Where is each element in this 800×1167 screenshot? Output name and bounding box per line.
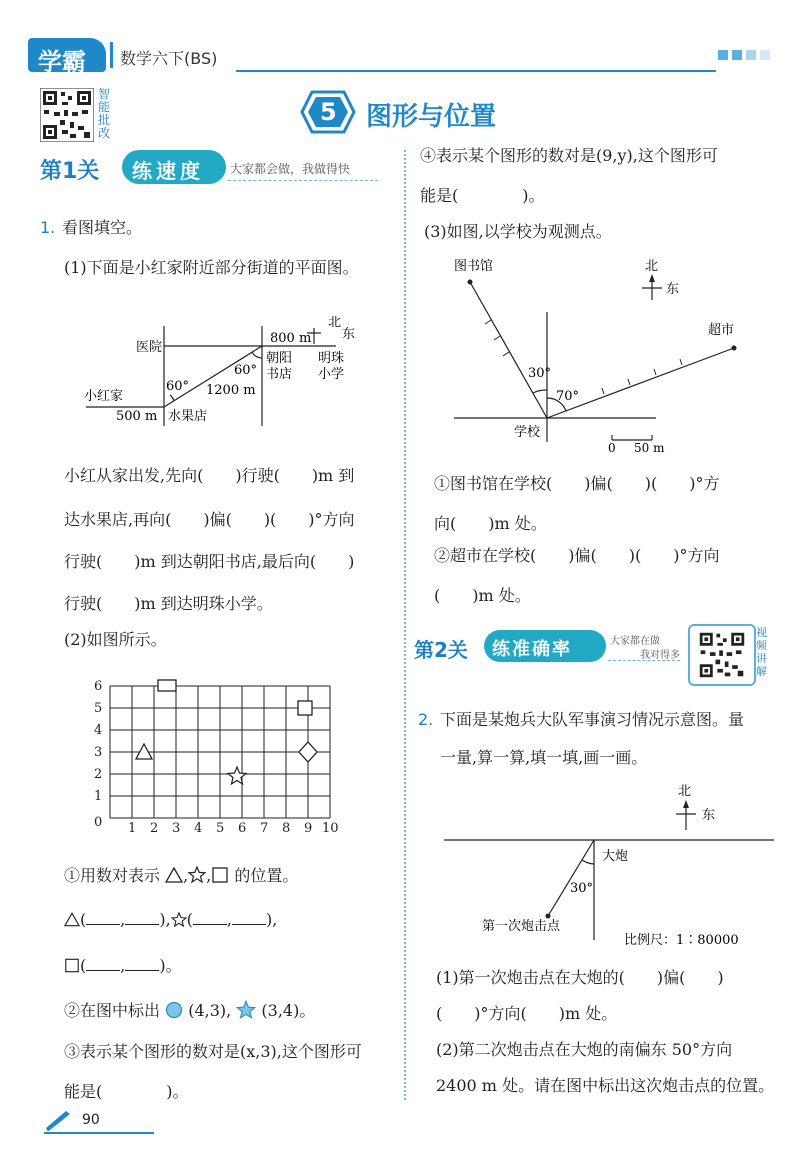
blank[interactable] <box>86 910 120 925</box>
chapter-title: 图形与位置 <box>366 102 497 132</box>
q1-p2-s4b: 能是( )。 <box>420 186 545 205</box>
map-fruit-shop: 水果店 <box>168 409 208 424</box>
level2-name: 练准确率 <box>492 639 572 660</box>
star-shape <box>228 767 246 784</box>
map-north: 北 <box>328 316 342 330</box>
qr-code-icon <box>694 630 750 680</box>
grid-y-4: 4 <box>94 723 103 738</box>
blank[interactable] <box>125 956 159 971</box>
square-icon <box>211 867 229 883</box>
subject-label: 数学六下(BS) <box>120 49 218 68</box>
q1-p2-intro: (2)如图所示。 <box>64 630 167 649</box>
q2-map-angle-30: 30° <box>570 881 594 896</box>
grid-x-1: 1 <box>128 821 137 836</box>
q1-title: 看图填空。 <box>62 218 143 237</box>
square-shape <box>298 701 312 715</box>
q1-p2-answer-row2: ( , )。 <box>64 956 182 976</box>
page-number: 90 <box>82 1112 100 1128</box>
q1-p3-l1b: 向( )m 处。 <box>434 514 547 533</box>
q1-p1-line2: 达水果店,再向( )偏( )( )°方向 <box>64 510 355 529</box>
grid-y-6: 6 <box>94 679 103 694</box>
map-bookstore-1: 朝阳 <box>266 351 293 366</box>
grid-x-5: 5 <box>216 821 225 836</box>
q1-p1-line3: 行驶( )m 到达朝阳书店,最后向( ) <box>64 552 355 571</box>
q2-s1a: (1)第一次炮击点在大炮的( )偏( ) <box>436 968 724 987</box>
map-home: 小红家 <box>84 389 124 404</box>
map3-scale-50: 50 m <box>634 441 665 452</box>
q2-map-first-hit: 第一次炮击点 <box>482 919 561 934</box>
level2-label: 第2关 <box>414 638 468 662</box>
q2-map-north: 北 <box>678 784 692 799</box>
map3-market: 超市 <box>708 323 735 338</box>
chapter-number: 5 <box>320 98 337 126</box>
grid-x-2: 2 <box>150 821 159 836</box>
column-divider <box>404 150 406 1100</box>
grid-y-1: 1 <box>94 789 103 804</box>
triangle-icon <box>64 912 80 927</box>
blank[interactable] <box>232 910 266 925</box>
star-icon <box>188 866 206 883</box>
qr-side-label: 智能批改 <box>98 87 111 140</box>
map-angle-60b: 60° <box>234 363 258 378</box>
grid-origin: 0 <box>94 815 103 830</box>
circle-icon <box>165 1001 183 1019</box>
grid-x-7: 7 <box>260 821 269 836</box>
blank[interactable] <box>125 910 159 925</box>
grid-x-10: 10 <box>322 821 339 836</box>
level2-header <box>412 624 792 684</box>
level2-slogan-1: 大家都在做 <box>610 636 660 647</box>
q1-p1-intro: (1)下面是小红家附近部分街道的平面图。 <box>64 258 359 277</box>
pencil-icon <box>44 1110 74 1132</box>
map3-scale-0: 0 <box>608 441 616 452</box>
grid-x-3: 3 <box>172 821 181 836</box>
blank[interactable] <box>193 910 227 925</box>
map-school-1: 明珠 <box>318 351 345 366</box>
q1-number: 1. <box>40 218 56 237</box>
grid-y-5: 5 <box>94 701 103 716</box>
triangle-icon <box>165 867 183 883</box>
map-bookstore-2: 书店 <box>266 367 293 382</box>
q2-line1: 下面是某炮兵大队军事演习情况示意图。量 <box>440 710 745 729</box>
q2-map-scale: 比例尺：1∶80000 <box>624 933 739 948</box>
q1-p1-line4: 行驶( )m 到达明珠小学。 <box>64 594 273 613</box>
q2-s1b: ( )°方向( )m 处。 <box>436 1004 618 1023</box>
q1-p2-s1: ①用数对表示 , , 的位置。 <box>64 866 299 885</box>
map-east: 东 <box>342 327 356 342</box>
level1-name: 练速度 <box>132 159 204 183</box>
q2-s2b: 2400 m 处。请在图中标出这次炮击点的位置。 <box>436 1076 775 1095</box>
map-dist-800: 800 m <box>270 331 312 346</box>
q1-p2-s3a: ③表示某个图形的数对是(x,3),这个图形可 <box>64 1042 362 1061</box>
q2-number: 2. <box>418 710 434 729</box>
grid-x-6: 6 <box>238 821 247 836</box>
map3-school: 学校 <box>514 425 541 440</box>
q1-p1-line1: 小红从家出发,先向( )行驶( )m 到 <box>64 466 355 485</box>
q1-p3-l2b: ( )m 处。 <box>434 586 531 605</box>
grid-x-9: 9 <box>304 821 313 836</box>
star-icon <box>171 912 187 927</box>
map3-east: 东 <box>666 282 680 297</box>
brand-text: 学霸 <box>38 48 86 76</box>
q1-p2-s2: ②在图中标出 (4,3), (3,4)。 <box>64 1001 316 1020</box>
square-icon <box>64 958 80 973</box>
map-angle-60a: 60° <box>166 379 190 394</box>
school-map <box>440 252 780 452</box>
grid-x-8: 8 <box>282 821 291 836</box>
grid-y-2: 2 <box>94 767 103 782</box>
q2-map-east: 东 <box>702 808 716 823</box>
level1-slogan: 大家都会做，我做得快 <box>230 162 351 176</box>
map3-angle-70: 70° <box>556 389 580 404</box>
map-school-2: 小学 <box>318 367 345 382</box>
level1-label: 第1关 <box>40 159 100 184</box>
qr-code-icon <box>40 88 94 142</box>
map3-angle-30: 30° <box>528 366 552 381</box>
map-hospital: 医院 <box>136 340 163 355</box>
qr-code-video[interactable] <box>688 624 756 686</box>
header-decor <box>718 50 778 60</box>
filled-star-icon <box>236 1000 256 1019</box>
coordinate-grid <box>88 668 344 836</box>
q1-p3-intro: (3)如图,以学校为观测点。 <box>424 222 612 241</box>
header <box>0 36 800 76</box>
rectangle-shape <box>158 680 176 691</box>
q1-p3-l1a: ①图书馆在学校( )偏( )( )°方 <box>434 474 720 493</box>
artillery-map <box>440 780 780 950</box>
grid-y-3: 3 <box>94 745 103 760</box>
q1-p3-l2a: ②超市在学校( )偏( )( )°方向 <box>434 546 720 565</box>
blank[interactable] <box>86 956 120 971</box>
q2-map-cannon: 大炮 <box>602 849 629 864</box>
q2-s2a: (2)第二次炮击点在大炮的南偏东 50°方向 <box>436 1040 733 1059</box>
level1-header <box>40 146 390 188</box>
grid-x-4: 4 <box>194 821 203 836</box>
q1-p2-s4a: ④表示某个图形的数对是(9,y),这个图形可 <box>420 146 718 165</box>
q2-line2: 一量,算一算,填一填,画一画。 <box>440 748 648 767</box>
q1-p2-answer-row1: ( , ), ( , ), <box>64 910 277 930</box>
q1-p2-s3b: 能是( )。 <box>64 1082 189 1101</box>
map3-library: 图书馆 <box>454 259 494 274</box>
map-dist-1200: 1200 m <box>206 383 256 398</box>
qr-code-top[interactable] <box>40 88 94 142</box>
map-dist-500: 500 m <box>116 409 158 424</box>
diamond-shape <box>299 742 317 762</box>
map3-north: 北 <box>645 259 659 274</box>
street-map <box>80 316 390 436</box>
footer <box>40 1106 150 1136</box>
level2-slogan-2: 我对得多 <box>640 650 680 661</box>
qr-video-label: 视频讲解 <box>756 626 767 678</box>
